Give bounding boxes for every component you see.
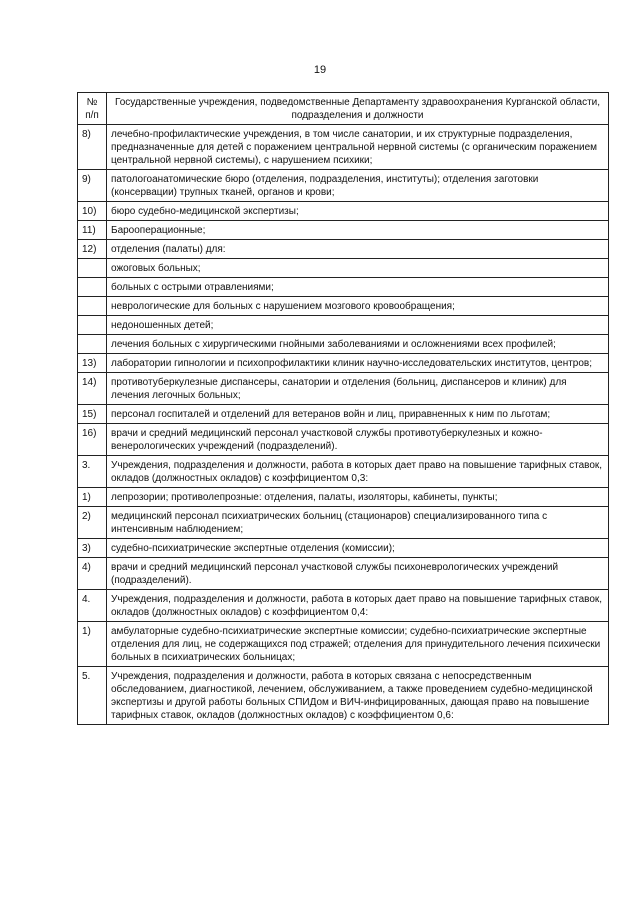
table-row bbox=[78, 278, 609, 297]
row-text: отделения (палаты) для: bbox=[107, 240, 609, 259]
row-text: Учреждения, подразделения и должности, работа в которых связана с непосредственным обследованием, диагностикой, лечением, обслуживанием, а также проведением судебно-медицинской экспертизы и другой работы больных СПИДом и ВИЧ-инфицированных, дающая право на повышение тарифных ставок, окладов (должностных окладов) с коэффициентом 0,6: bbox=[107, 667, 609, 725]
row-text: бюро судебно-медицинской экспертизы; bbox=[107, 202, 609, 221]
row-text: судебно-психиатрические экспертные отделения (комиссии); bbox=[107, 539, 609, 558]
row-number: 16) bbox=[78, 424, 107, 456]
row-number: 15) bbox=[78, 405, 107, 424]
row-number bbox=[78, 297, 107, 316]
row-number: 3) bbox=[78, 539, 107, 558]
row-number: 4. bbox=[78, 590, 107, 622]
row-text: лечебно-профилактические учреждения, в том числе санатории, и их структурные подразделения, предназначенные для детей с поражением центральной нервной системы (с органическим поражением центральной нервной системы), с нарушением психики; bbox=[107, 125, 609, 170]
row-text: патологоанатомические бюро (отделения, подразделения, институты); отделения заготовки (консервации) трупных тканей, органов и крови; bbox=[107, 170, 609, 202]
row-number: 4) bbox=[78, 558, 107, 590]
row-number: 13) bbox=[78, 354, 107, 373]
table-row bbox=[78, 354, 609, 373]
table-row bbox=[78, 539, 609, 558]
row-number: 3. bbox=[78, 456, 107, 488]
table-row bbox=[78, 456, 609, 488]
row-text: ожоговых больных; bbox=[107, 259, 609, 278]
row-number: 5. bbox=[78, 667, 107, 725]
table-row bbox=[78, 221, 609, 240]
page-number: 19 bbox=[313, 64, 327, 76]
table-row bbox=[78, 335, 609, 354]
row-text: противотуберкулезные диспансеры, санатории и отделения (больниц, диспансеров и клиник) для лечения легочных больных; bbox=[107, 373, 609, 405]
table-row bbox=[78, 240, 609, 259]
row-text: амбулаторные судебно-психиатрические экспертные комиссии; судебно-психиатрические экспертные отделения для лиц, не содержащихся под стражей; отделения для принудительного лечения психически больных в психиатрических больницах; bbox=[107, 622, 609, 667]
row-number: 8) bbox=[78, 125, 107, 170]
row-number: 2) bbox=[78, 507, 107, 539]
table-row bbox=[78, 488, 609, 507]
table-row bbox=[78, 405, 609, 424]
row-number: 14) bbox=[78, 373, 107, 405]
row-number bbox=[78, 316, 107, 335]
row-text: больных с острыми отравлениями; bbox=[107, 278, 609, 297]
table-row bbox=[78, 590, 609, 622]
table-row bbox=[78, 125, 609, 170]
table-row bbox=[78, 202, 609, 221]
row-number: 12) bbox=[78, 240, 107, 259]
row-number: 1) bbox=[78, 488, 107, 507]
row-text: лаборатории гипнологии и психопрофилактики клиник научно-исследовательских институтов, центров; bbox=[107, 354, 609, 373]
table-row bbox=[78, 297, 609, 316]
row-text: лечения больных с хирургическими гнойными заболеваниями и осложнениями всех профилей; bbox=[107, 335, 609, 354]
row-text: лепрозории; противолепрозные: отделения, палаты, изоляторы, кабинеты, пункты; bbox=[107, 488, 609, 507]
table-row bbox=[78, 667, 609, 725]
row-text: недоношенных детей; bbox=[107, 316, 609, 335]
table-row bbox=[78, 373, 609, 405]
row-number bbox=[78, 335, 107, 354]
table-row bbox=[78, 259, 609, 278]
row-text: Барооперационные; bbox=[107, 221, 609, 240]
row-number bbox=[78, 259, 107, 278]
row-number: 11) bbox=[78, 221, 107, 240]
row-text: Учреждения, подразделения и должности, работа в которых дает право на повышение тарифных ставок, окладов (должностных окладов) с коэффициентом 0,4: bbox=[107, 590, 609, 622]
column-header-title: Государственные учреждения, подведомственные Департаменту здравоохранения Курганской области, подразделения и должности bbox=[107, 93, 609, 125]
row-number: 10) bbox=[78, 202, 107, 221]
table-row bbox=[78, 316, 609, 335]
table-row bbox=[78, 507, 609, 539]
table-header-row bbox=[78, 93, 609, 125]
table-row bbox=[78, 424, 609, 456]
institutions-table bbox=[77, 92, 609, 725]
table-row bbox=[78, 558, 609, 590]
row-text: врачи и средний медицинский персонал участковой службы психоневрологических учреждений (подразделений). bbox=[107, 558, 609, 590]
row-text: персонал госпиталей и отделений для ветеранов войн и лиц, приравненных к ним по льготам; bbox=[107, 405, 609, 424]
row-text: неврологические для больных с нарушением мозгового кровообращения; bbox=[107, 297, 609, 316]
row-number: 9) bbox=[78, 170, 107, 202]
row-number: 1) bbox=[78, 622, 107, 667]
column-header-number: № п/п bbox=[78, 93, 107, 125]
row-text: Учреждения, подразделения и должности, работа в которых дает право на повышение тарифных ставок, окладов (должностных окладов) с коэффициентом 0,3: bbox=[107, 456, 609, 488]
row-number bbox=[78, 278, 107, 297]
row-text: медицинский персонал психиатрических больниц (стационаров) специализированного типа с интенсивным наблюдением; bbox=[107, 507, 609, 539]
table-row bbox=[78, 622, 609, 667]
row-text: врачи и средний медицинский персонал участковой службы противотуберкулезных и кожно-венерологических учреждений (подразделений). bbox=[107, 424, 609, 456]
table-row bbox=[78, 170, 609, 202]
